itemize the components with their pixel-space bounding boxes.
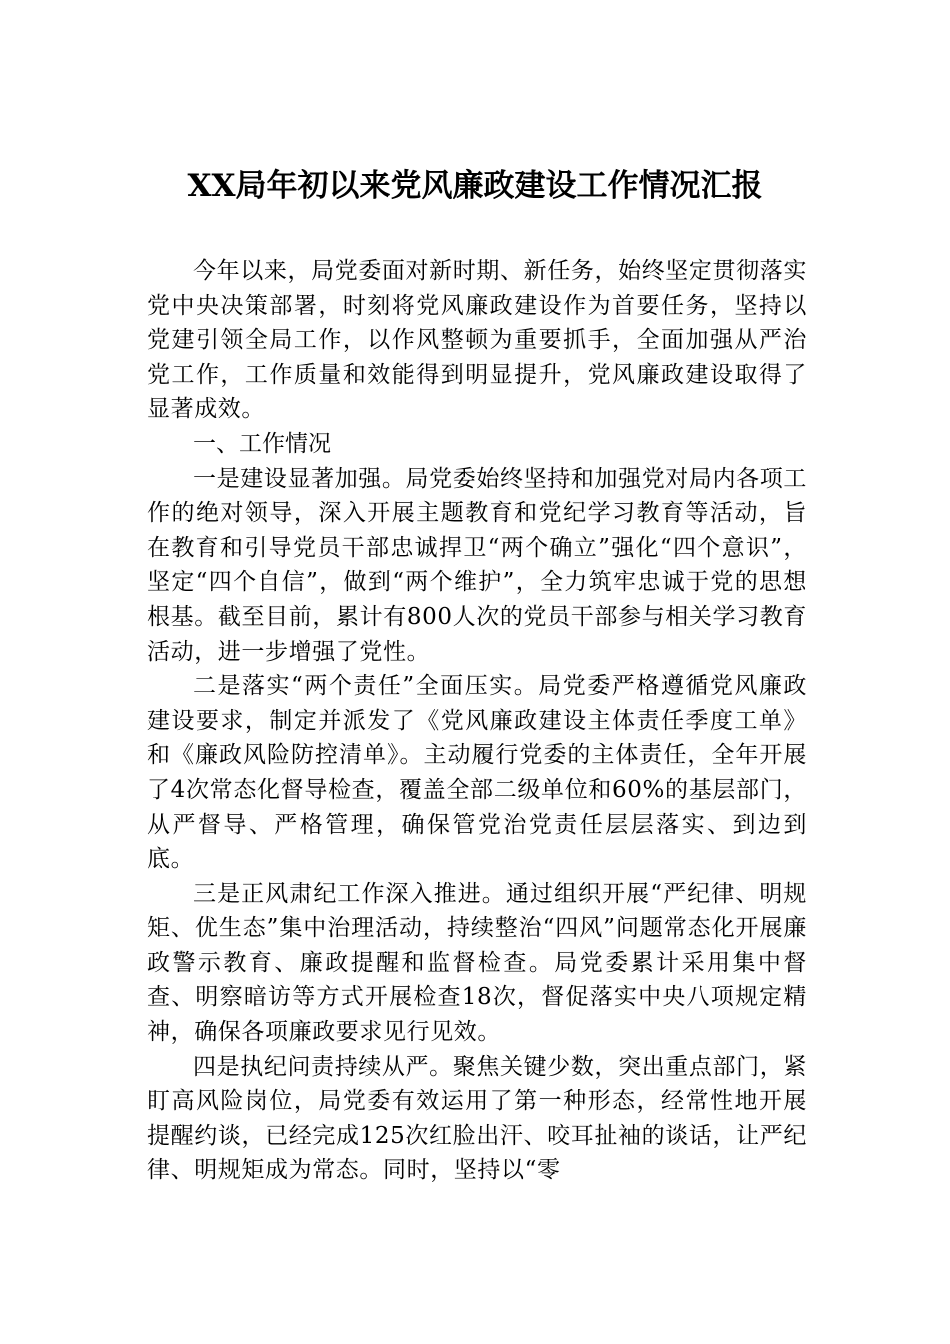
paragraph-2: 二是落实“两个责任”全面压实。局党委严格遵循党风廉政建设要求，制定并派发了《党风廉政建设主体责任季度工单》和《廉政风险防控清单》。主动履行党委的主体责任，全年开展了4次常态化督导检查，覆盖全部二级单位和60%的基层部门，从严督导、严格管理，确保管党治党责任层层落实、到边到底。	[147, 673, 807, 873]
intro-paragraph: 今年以来，局党委面对新时期、新任务，始终坚定贯彻落实党中央决策部署，时刻将党风廉政建设作为首要任务，坚持以党建引领全局工作，以作风整顿为重要抓手，全面加强从严治党工作，工作质量和效能得到明显提升，党风廉政建设取得了显著成效。	[147, 258, 807, 423]
paragraph-3: 三是正风肃纪工作深入推进。通过组织开展“严纪律、明规矩、优生态”集中治理活动，持续整治“四风”问题常态化开展廉政警示教育、廉政提醒和监督检查。局党委累计采用集中督查、明察暗访等方式开展检查18次，督促落实中央八项规定精神，确保各项廉政要求见行见效。	[147, 880, 807, 1046]
section-heading: 一、工作情况	[193, 430, 331, 457]
document-body	[147, 254, 807, 1188]
paragraph-4: 四是执纪问责持续从严。聚焦关键少数，突出重点部门，紧盯高风险岗位，局党委有效运用了第一种形态，经常性地开展提醒约谈，已经完成125次红脸出汗、咬耳扯袖的谈话，让严纪律、明规矩成为常态。同时，坚持以“零	[147, 1053, 807, 1184]
paragraph-1: 一是建设显著加强。局党委始终坚持和加强党对局内各项工作的绝对领导，深入开展主题教育和党纪学习教育等活动，旨在教育和引导党员干部忠诚捍卫“两个确立”强化“四个意识”，坚定“四个自信”，做到“两个维护”，全力筑牢忠诚于党的思想根基。截至目前，累计有800人次的党员干部参与相关学习教育活动，进一步增强了党性。	[147, 465, 807, 665]
document-title: XX局年初以来党风廉政建设工作情况汇报	[187, 168, 763, 204]
